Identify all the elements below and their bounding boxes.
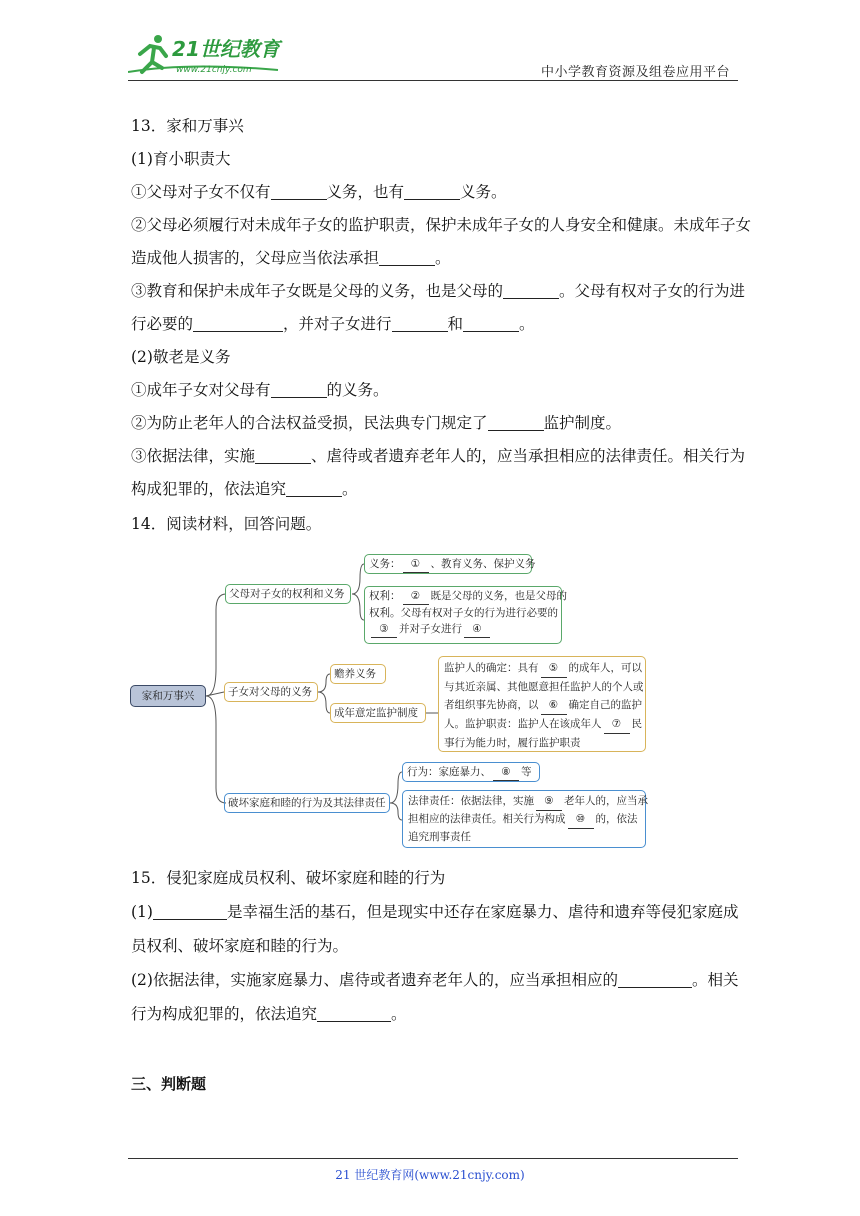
- q15-line-1: (1) 是幸福生活的基石，但是现实中还存在家庭暴力、虐待和遗弃等侵犯家庭成: [131, 903, 739, 921]
- blank[interactable]: [379, 249, 435, 266]
- blank[interactable]: [286, 480, 342, 497]
- map-node-behavior: 行为：家庭暴力、 ⑧ 等: [402, 762, 540, 782]
- platform-name: 中小学教育资源及组卷应用平台: [541, 65, 731, 80]
- map-node-support: 赡养义务: [330, 664, 386, 684]
- q13-subtitle-1: (1)育小职责大: [131, 150, 231, 168]
- svg-text:www.21cnjy.com: www.21cnjy.com: [176, 65, 252, 75]
- blank[interactable]: [255, 447, 311, 464]
- q13-line-8: ③依据法律，实施 、虐待或者遗弃老年人的，应当承担相应的法律责任。相关行为: [131, 447, 746, 465]
- blank[interactable]: [317, 1005, 391, 1022]
- map-node-rights: 权利： ② 既是父母的义务，也是父母的 权利。父母有权对子女的行为进行必要的 ③ 并对子女进行 ④: [364, 586, 562, 644]
- map-branch-children: 子女对父母的义务: [224, 682, 318, 702]
- q13-line-3: 造成他人损害的，父母应当依法承担 。: [131, 249, 451, 267]
- blank[interactable]: [404, 183, 460, 200]
- runner-logo-icon: [128, 32, 288, 78]
- svg-text:21世纪教育: 21世纪教育: [172, 37, 280, 61]
- blank[interactable]: [503, 282, 559, 299]
- page-header: [0, 0, 860, 80]
- map-node-guardian-detail: 监护人的确定：具有 ⑤ 的成年人，可以 与其近亲属、其他愿意担任监护人的个人或 者组织事先协商，以 ⑥ 确定自己的监护 人。监护职责：监护人在该成年人 ⑦ 民 事行为能力时，履行监护职责: [438, 656, 646, 752]
- blank[interactable]: [271, 183, 327, 200]
- q13-line-7: ②为防止老年人的合法权益受损，民法典专门规定了 监护制度。: [131, 414, 622, 432]
- q13-subtitle-2: (2)敬老是义务: [131, 348, 231, 366]
- mind-map: [128, 548, 648, 848]
- page-footer[interactable]: 21 世纪教育网(www.21cnjy.com): [335, 1168, 525, 1182]
- q13-line-2: ②父母必须履行对未成年子女的监护职责，保护未成年子女的人身安全和健康。未成年子女: [131, 216, 752, 234]
- q15-title: 15．侵犯家庭成员权利、破坏家庭和睦的行为: [131, 869, 446, 887]
- q13-line-4: ③教育和保护未成年子女既是父母的义务，也是父母的 。父母有权对子女的行为进: [131, 282, 746, 300]
- map-root-node: 家和万事兴: [130, 685, 206, 707]
- map-branch-harm: 破坏家庭和睦的行为及其法律责任: [224, 793, 390, 813]
- site-logo: [128, 32, 288, 78]
- q13-line-1: ①父母对子女不仅有 义务，也有 义务。: [131, 183, 507, 201]
- q13-line-5: 行必要的 ，并对子女进行 和 。: [131, 315, 535, 333]
- blank[interactable]: [488, 414, 544, 431]
- header-divider: [128, 80, 738, 81]
- section-heading: 三、判断题: [131, 1075, 207, 1093]
- blank[interactable]: [271, 381, 327, 398]
- q13-line-9: 构成犯罪的，依法追究 。: [131, 480, 358, 498]
- q13-line-6: ①成年子女对父母有 的义务。: [131, 381, 389, 399]
- blank[interactable]: [618, 971, 692, 988]
- q13-title: 13．家和万事兴: [131, 117, 244, 135]
- map-branch-parents: 父母对子女的权利和义务: [225, 584, 351, 604]
- map-node-duties: 义务： ① 、教育义务、保护义务: [364, 554, 532, 574]
- blank[interactable]: [153, 903, 227, 920]
- blank[interactable]: [392, 315, 448, 332]
- q14-title: 14．阅读材料，回答问题。: [131, 515, 322, 533]
- q15-line-3: (2)依据法律，实施家庭暴力、虐待或者遗弃老年人的，应当承担相应的 。相关: [131, 971, 739, 989]
- blank[interactable]: [193, 315, 283, 332]
- q15-line-2: 员权利、破坏家庭和睦的行为。: [131, 937, 349, 955]
- blank[interactable]: [463, 315, 519, 332]
- footer-divider: [128, 1158, 738, 1159]
- map-node-guardianship: 成年意定监护制度: [330, 703, 426, 723]
- map-node-liability: 法律责任：依据法律，实施 ⑨ 老年人的，应当承 担相应的法律责任。相关行为构成 ⑩ 的，依法 追究刑事责任: [402, 790, 646, 848]
- q15-line-4: 行为构成犯罪的，依法追究 。: [131, 1005, 407, 1023]
